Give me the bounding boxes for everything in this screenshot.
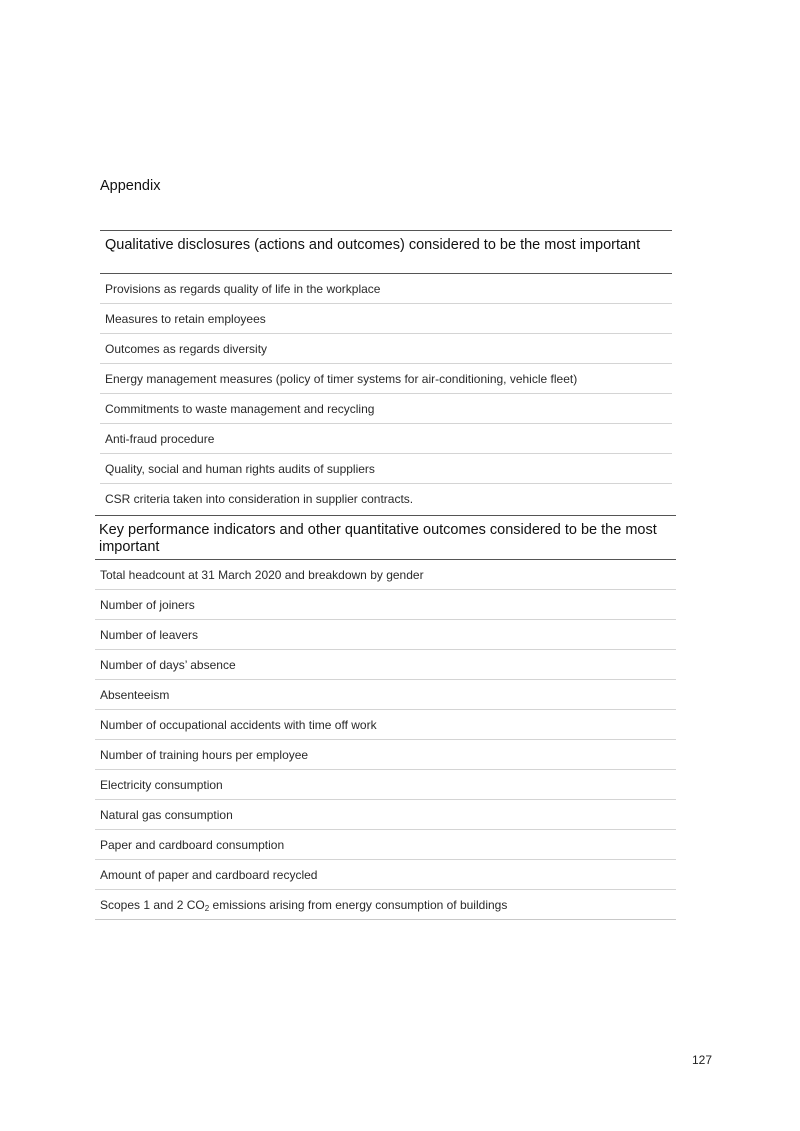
table-row: Number of joiners [95, 590, 676, 620]
co2-subscript: 2 [204, 904, 210, 913]
table-row: Electricity consumption [95, 770, 676, 800]
table-row: Outcomes as regards diversity [100, 334, 672, 364]
table-row: Anti-fraud procedure [100, 424, 672, 454]
table-row: Commitments to waste management and recycling [100, 394, 672, 424]
table-row: Measures to retain employees [100, 304, 672, 334]
emissions-text-prefix: Scopes 1 and 2 CO [100, 898, 205, 912]
table-row: CSR criteria taken into consideration in supplier contracts. [105, 492, 414, 506]
table-row-emissions [95, 890, 676, 920]
table-row: Energy management measures (policy of timer systems for air-conditioning, vehicle fleet) [100, 364, 672, 394]
table-row: Number of days’ absence [95, 650, 676, 680]
table-row: Number of leavers [95, 620, 676, 650]
table-row: Natural gas consumption [95, 800, 676, 830]
table-row: Total headcount at 31 March 2020 and breakdown by gender [95, 560, 676, 590]
table-row: Number of training hours per employee [95, 740, 676, 770]
table-row: Paper and cardboard consumption [95, 830, 676, 860]
page-title: Appendix [100, 178, 161, 194]
page-number: 127 [692, 1053, 713, 1067]
qualitative-disclosures-table [100, 230, 672, 514]
qualitative-table-heading: Qualitative disclosures (actions and outcomes) considered to be the most important [100, 230, 672, 274]
table-row: Provisions as regards quality of life in the workplace [100, 274, 672, 304]
table-row: Number of occupational accidents with time off work [95, 710, 676, 740]
kpi-table [95, 515, 676, 920]
kpi-table-heading: Key performance indicators and other quantitative outcomes considered to be the most important [95, 515, 676, 560]
emissions-text-suffix: emissions arising from energy consumption of buildings [209, 898, 508, 912]
table-row: Quality, social and human rights audits of suppliers [100, 454, 672, 484]
table-row: Amount of paper and cardboard recycled [95, 860, 676, 890]
table-row: Absenteeism [95, 680, 676, 710]
